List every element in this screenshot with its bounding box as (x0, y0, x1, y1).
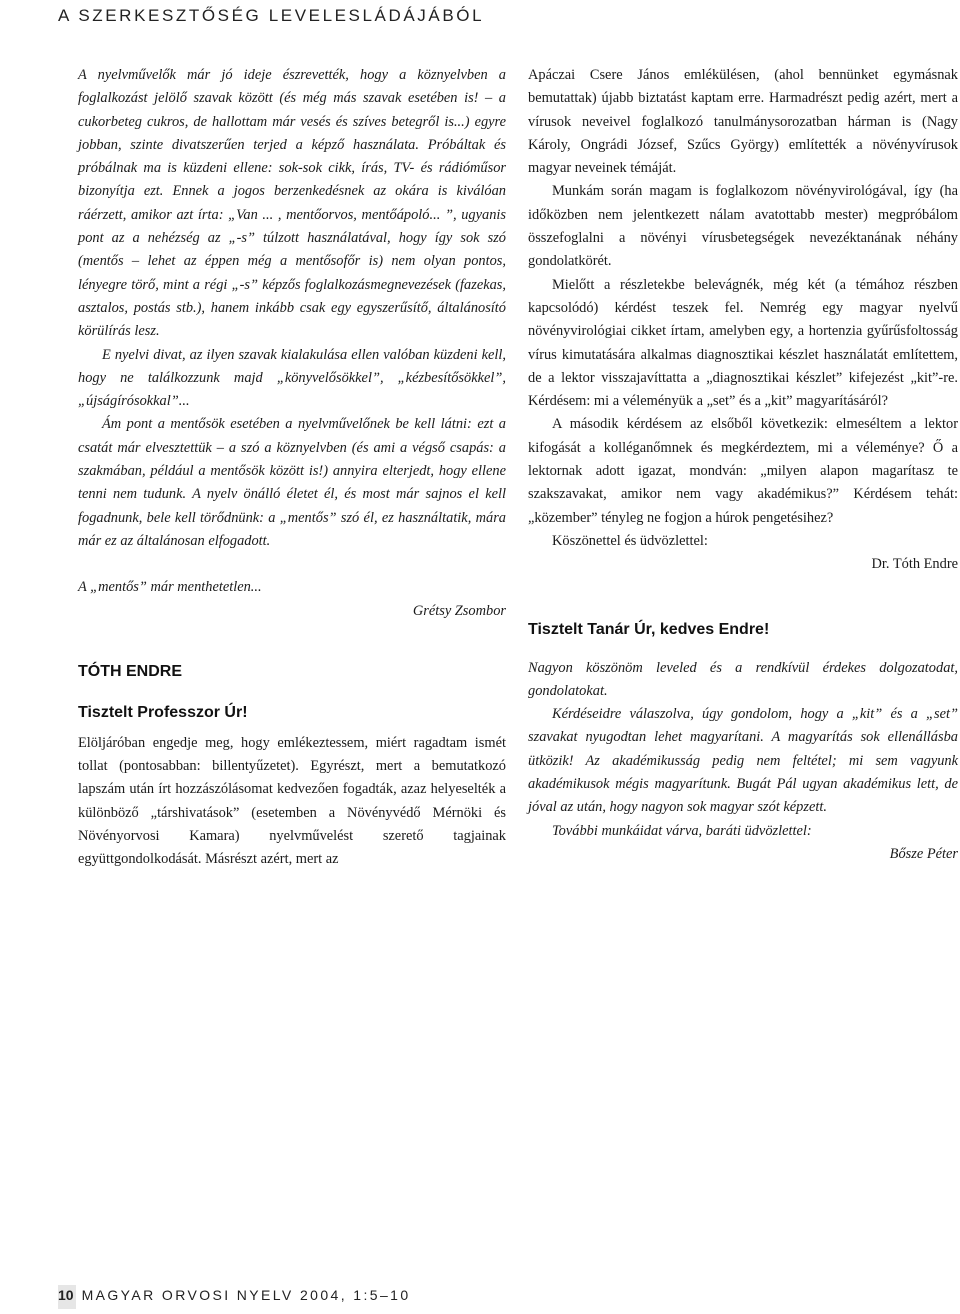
letter-paragraph: Apáczai Csere János emlékülésen, (ahol bennünket egymásnak bemutattak) újabb biztatást kaptam erre. Harmadrészt pedig azért, mert a vírusok neveivel foglalkozó tanulmánysorozatban hárman is (Nagy Károly, Ongrádi József, Szűcs György) említették a növényvírusok magyar neveinek témáját. (528, 67, 958, 177)
letter-paragraph: Köszönettel és üdvözlettel: (552, 532, 708, 549)
page-number: 10 (58, 1287, 74, 1303)
author-heading: TÓTH ENDRE (78, 662, 182, 680)
reply-salutation: Tisztelt Tanár Úr, kedves Endre! (528, 620, 770, 638)
letter-paragraph: Mielőtt a részletekbe belevágnék, még két (a témához részben kapcsolódó) kérdést teszek fel. Nemrég egy magyar nyelvű növényvirológiai cikket írtam, amelyben egy, a hortenzia gyűrűsfoltosság vírus kimutatására alkalmas diagnosztikai készlet használatát említettem, de a lektor visszajavíttatta a „diagnosztikai készlet” kifejezést „kit”-re. Kérdésem: mi a véleményük a „set” és a „kit” magyarításáról? (528, 276, 958, 410)
journal-citation: MAGYAR ORVOSI NYELV 2004, 1:5–10 (81, 1287, 411, 1303)
letter-signature: Grétsy Zsombor (412, 602, 506, 619)
letter-paragraph: Ám pont a mentősök esetében a nyelvművelőnek be kell látni: ezt a csatát már elvesztettük – a szó a köznyelvben (és ami a végső csapás: a szakmában, például a mentősök között is!) annyira elterjedt, hogy ellene tenni nem tudunk. A nyelv önálló életet él, és most már sajnos el kell fogadnunk, bele kell törődnünk: a „mentős” szó él, ez használtatik, mára már ez az általánosan elfogadott. (78, 416, 506, 549)
letter-paragraph: Munkám során magam is foglalkozom növényvirológával, így (ha időközben nem jelentkezett nálam avatottabb mester) megpróbálom összefoglalni a növényi vírusbetegségek nevezéktanának néhány gondolatkörét. (528, 183, 958, 270)
letter-paragraph: E nyelvi divat, az ilyen szavak kialakulása ellen valóban küzdeni kell, hogy ne találkozzunk majd „könyvelősökkel”, „kézbesítősökkel”, „újságírósokkal”... (78, 346, 506, 410)
letter-closing: A „mentős” már menthetetlen... (78, 579, 262, 596)
left-column (78, 64, 506, 872)
reply-paragraph: Kérdéseidre válaszolva, úgy gondolom, hogy a „kit” és a „set” szavakat nyugodtan lehet magyarítani. A magyarítás sok ellenállásba ütközik! Az akadémikusság pedig nem feltétel; mi sem vagyunk akadémikusok mégis magyarítunk. Bugát Pál ugyan akadémikus lett, de jóval az után, hogy nagyon sok magyar szót képzett. (528, 706, 958, 816)
letter-paragraph: A nyelvművelők már jó ideje észrevették, hogy a köznyelvben a foglalkozást jelölő szavak között (és még más szavak esetében is! – a cukorbeteg cukros, de hallottam már vesés és szíves betegről is...) egyre jobban, szinte divatszerűen terjed a képző használata. Próbáltak és próbálnak ma is küzdeni ellene: sok-sok cikk, írás, TV- és rádióműsor bizonyítja ezt. Ennek a jogos berzenkedésnek az okára is kiválóan ráérzett, amikor azt írta: „Van ... , mentőorvos, mentőápoló... ”, ugyanis pont az a nehézség az „-s” túlzott használatával, hogy így sok szó (mentős – lehet az éppen még a mentősofőr is) nem olyan pontos, lényegre törő, mint a régi „-s” képzős foglalkozásmegnevezések (fazekas, asztalos, postás stb.), hanem inkább csak egy egyszerűsítő, általánosító körülírás lesz. (78, 67, 506, 340)
letter-paragraph: Elöljáróban engedje meg, hogy emlékeztessem, miért ragadtam ismét tollat (pontosabban: billentyűzetet). Egyrészt, mert a bemutatkozó lapszám után írt hozzászólásomat kedvezően fogadták, azaz helyeselték a különböző „társhivatások” (esetemben a Növényvédő Mérnöki és Növényorvosi Kamara) nyelvművelést szerető tagjainak együttgondolkodását. Másrészt azért, mert az (78, 734, 506, 868)
page-footer (58, 1287, 411, 1303)
reply-paragraph: Nagyon köszönöm leveled és a rendkívül érdekes dolgozatodat, gondolatokat. (528, 659, 958, 699)
letter-signature: Dr. Tóth Endre (871, 556, 958, 573)
letter-paragraph: A második kérdésem az elsőből következik: elmeséltem a lektor kifogását a kolléganőmnek és megkérdeztem, mi a véleménye? Ő a lektornak adott igazat, mondván: „milyen alapon magarítasz te szakszavakat, amikor nem vagy akadémikus?” Kérdésem tehát: „közember” tényleg ne fogjon a húrok pengetésihez? (528, 416, 958, 526)
reply-signature: Bősze Péter (889, 845, 958, 862)
letter-salutation: Tisztelt Professzor Úr! (78, 703, 248, 721)
section-header: A SZERKESZTŐSÉG LEVELESLÁDÁJÁBÓL (58, 6, 485, 25)
right-column (528, 64, 958, 866)
reply-paragraph: További munkáidat várva, baráti üdvözlettel: (552, 822, 812, 839)
